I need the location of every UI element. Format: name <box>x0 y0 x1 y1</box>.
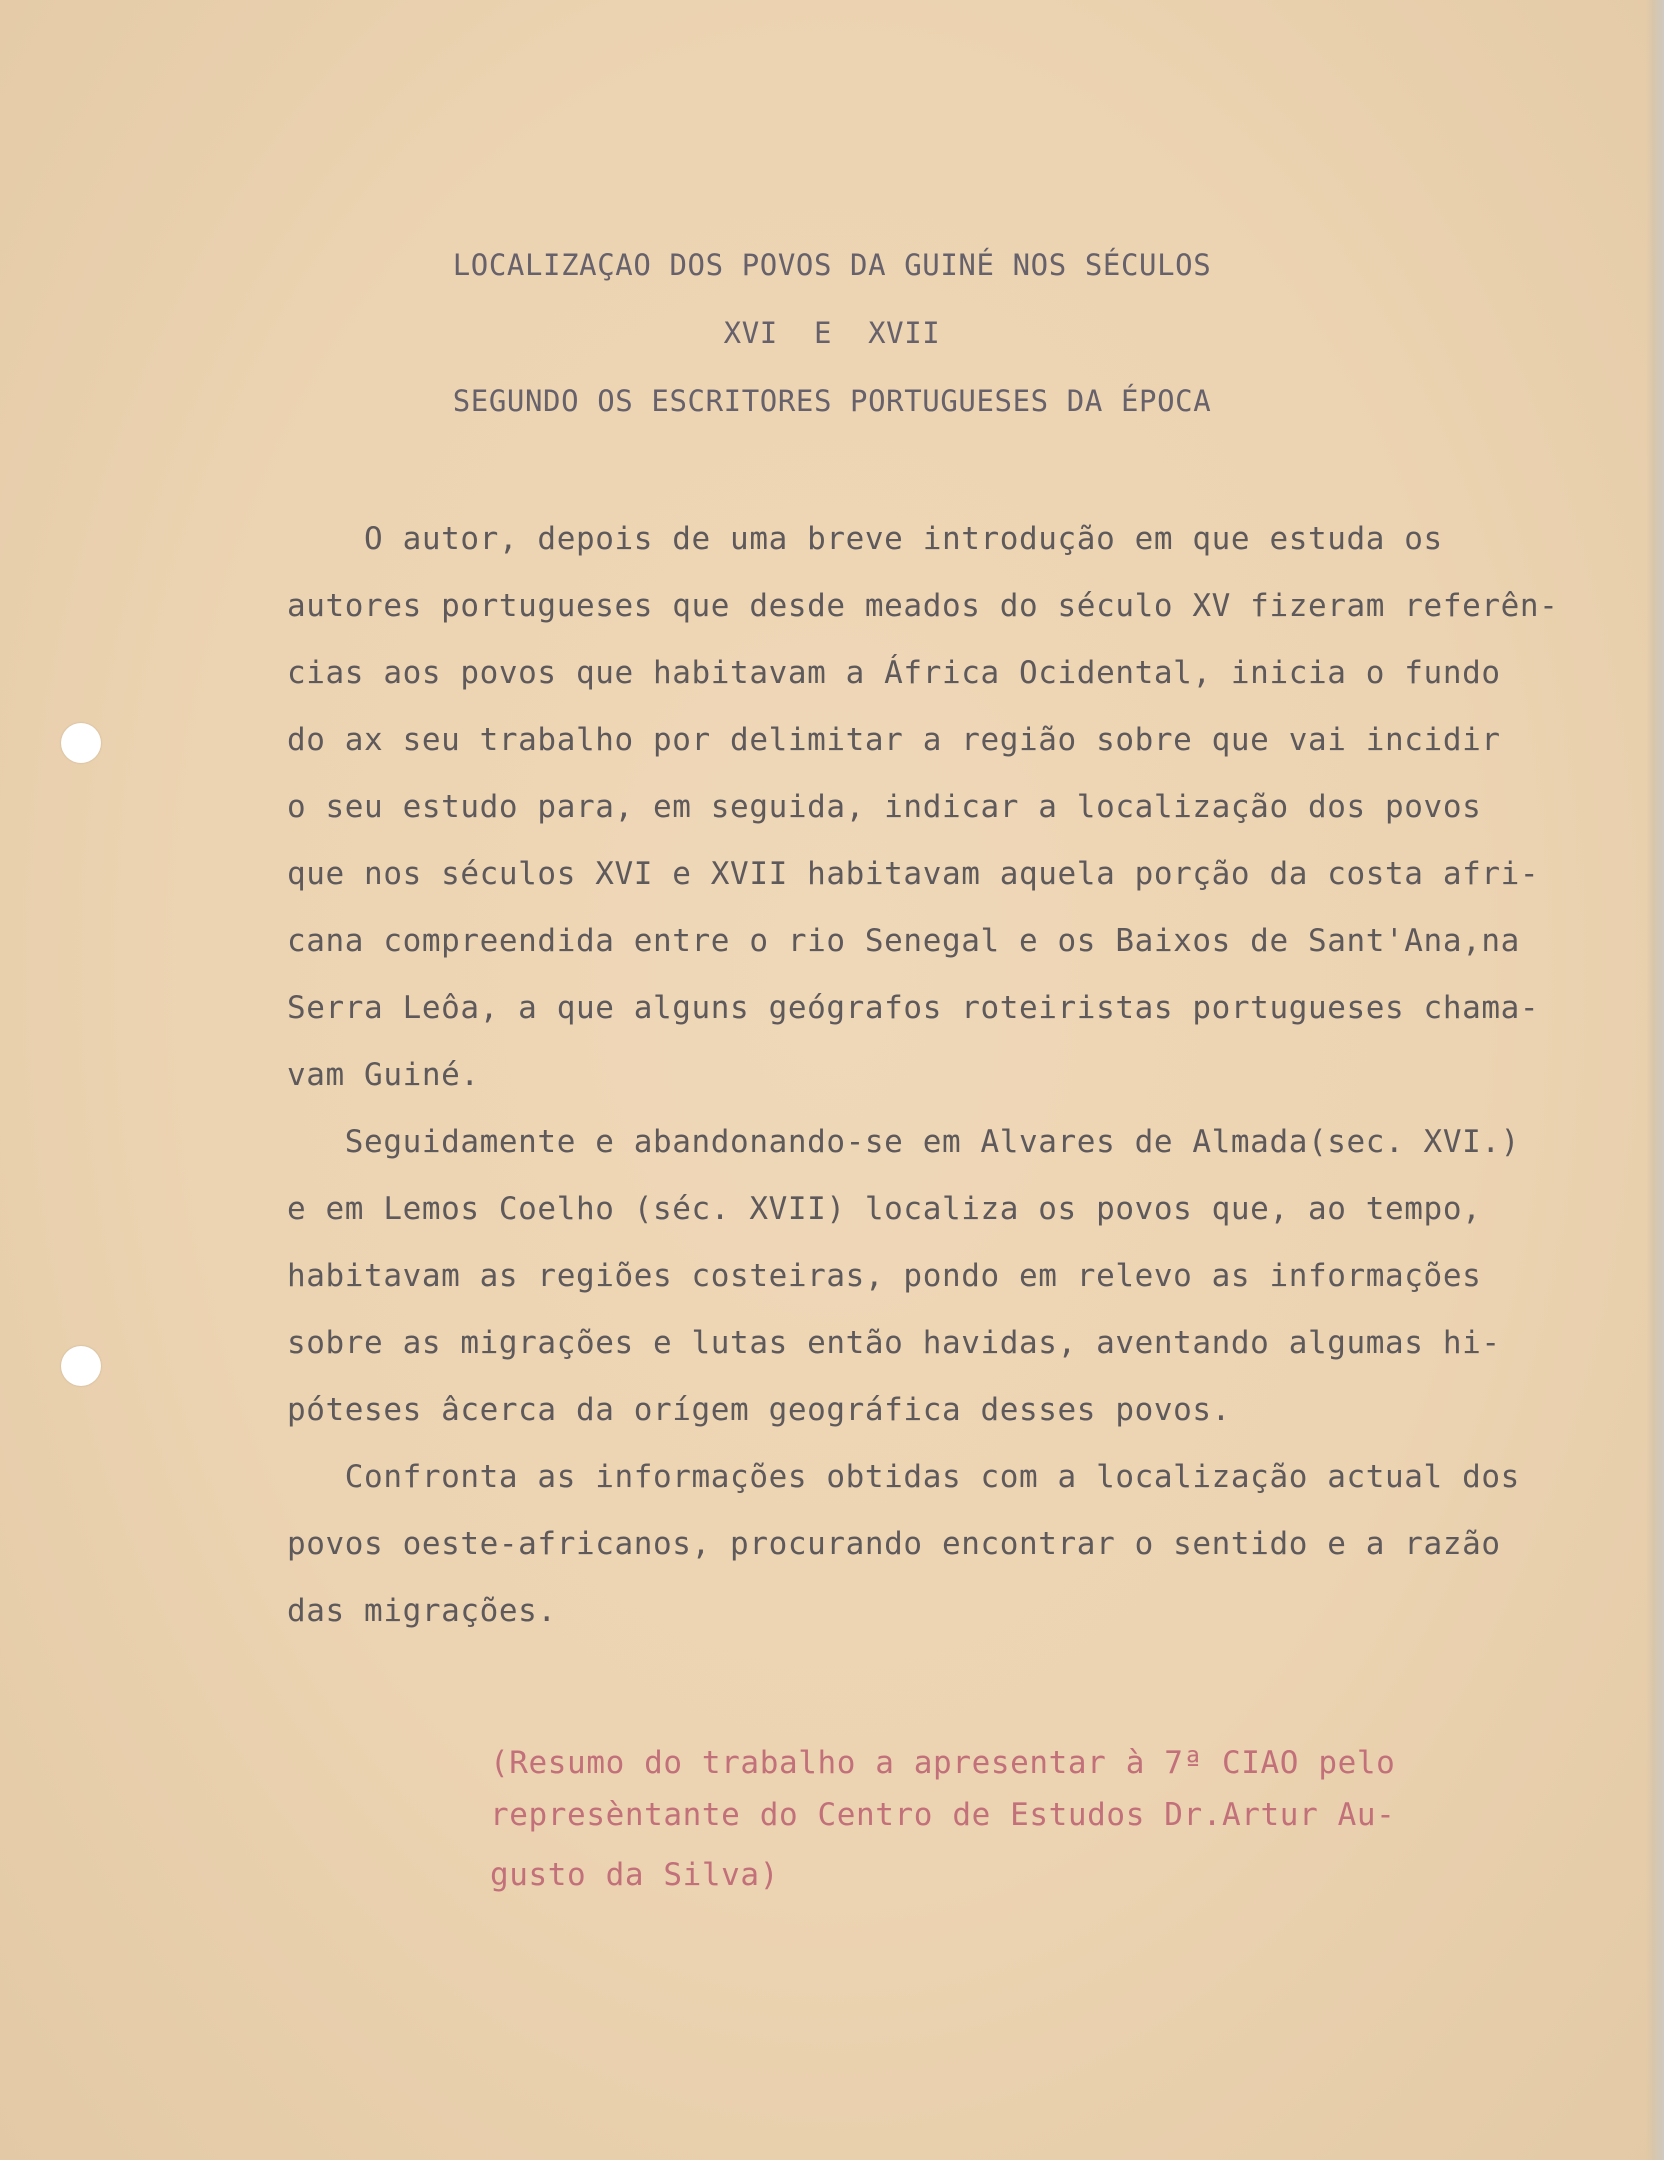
body-line: vam Guiné. <box>287 1057 480 1093</box>
title-line-1: LOCALIZAÇAO DOS POVOS DA GUINÉ NOS SÉCULOS <box>452 248 1212 282</box>
body-line: sobre as migrações e lutas então havidas, aventando algumas hi- <box>287 1325 1501 1361</box>
title-line-3: SEGUNDO OS ESCRITORES PORTUGUESES DA ÉPOCA <box>452 384 1212 418</box>
body-line: Confronta as informações obtidas com a localização actual dos <box>287 1459 1520 1495</box>
punch-hole <box>61 1346 101 1386</box>
punch-hole <box>61 723 101 763</box>
body-line: póteses âcerca da orígem geográfica desses povos. <box>287 1392 1231 1428</box>
note-line: gusto da Silva) <box>490 1857 779 1893</box>
note-line: represèntante do Centro de Estudos Dr.Artur Au- <box>490 1797 1396 1833</box>
body-line: povos oeste-africanos, procurando encontrar o sentido e a razão <box>287 1526 1501 1562</box>
body-line: o seu estudo para, em seguida, indicar a localização dos povos <box>287 789 1482 825</box>
body-line: das migrações. <box>287 1593 557 1629</box>
body-line: do ax seu trabalho por delimitar a região sobre que vai incidir <box>287 722 1501 758</box>
body-line: cana compreendida entre o rio Senegal e os Baixos de Sant'Ana,na <box>287 923 1520 959</box>
body-line: Serra Leôa, a que alguns geógrafos roteiristas portugueses chama- <box>287 990 1540 1026</box>
body-line: autores portugueses que desde meados do século XV fizeram referên- <box>287 588 1559 624</box>
body-line: e em Lemos Coelho (séc. XVII) localiza os povos que, ao tempo, <box>287 1191 1482 1227</box>
note-line: (Resumo do trabalho a apresentar à 7ª CIAO pelo <box>490 1745 1396 1781</box>
body-line: O autor, depois de uma breve introdução em que estuda os <box>287 521 1443 557</box>
body-line: habitavam as regiões costeiras, pondo em relevo as informações <box>287 1258 1482 1294</box>
title-line-2: XVI E XVII <box>723 316 941 350</box>
body-line: que nos séculos XVI e XVII habitavam aquela porção da costa afri- <box>287 856 1540 892</box>
body-line: cias aos povos que habitavam a África Ocidental, inicia o fundo <box>287 655 1501 691</box>
body-line: Seguidamente e abandonando-se em Alvares de Almada(sec. XVI.) <box>287 1124 1520 1160</box>
